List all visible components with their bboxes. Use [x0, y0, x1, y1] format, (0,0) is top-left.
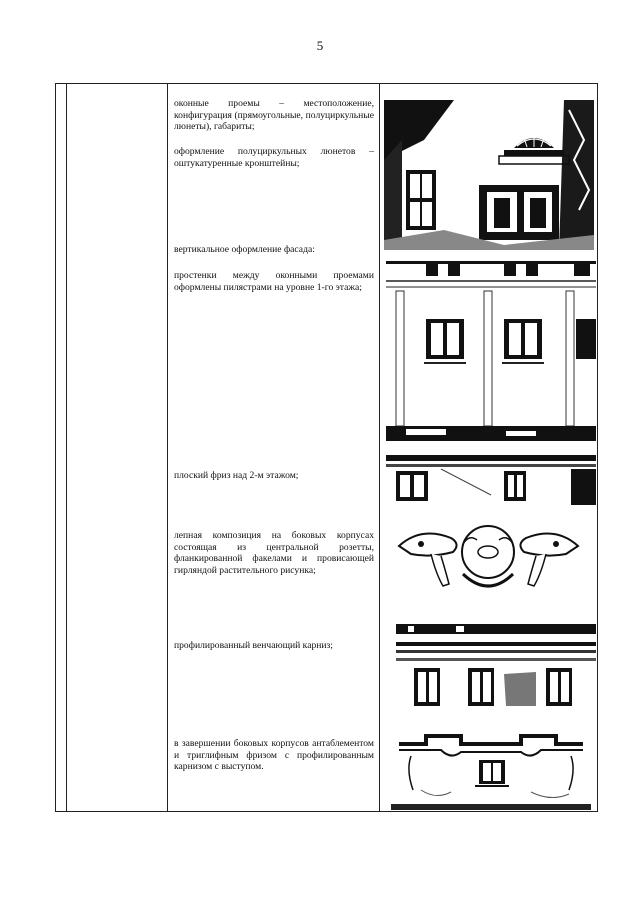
item-lunette-decoration: оформление полуциркульных люнетов – оштукатуренные кронштейны; — [174, 146, 374, 169]
item-window-openings: оконные проемы – местоположение, конфигурация (прямоугольные, полуциркульные люнеты), габариты; — [174, 98, 374, 133]
item-pilasters: простенки между оконными проемами оформлены пилястрами на уровне 1-го этажа; — [174, 270, 374, 293]
facade-pilasters-photo — [386, 261, 596, 441]
stucco-rosette-photo — [391, 514, 586, 599]
page-number: 5 — [316, 38, 324, 53]
facade-window-lunette-photo — [384, 100, 594, 250]
cornice-photo — [396, 624, 596, 706]
flat-frieze-photo — [386, 455, 596, 505]
column-divider-1 — [66, 84, 67, 811]
item-vertical-facade-design: вертикальное оформление фасада: — [174, 244, 315, 255]
column-divider-2 — [167, 84, 168, 811]
column-divider-3 — [379, 84, 380, 811]
heritage-elements-table — [55, 83, 598, 812]
item-side-building-entablature: в завершении боковых корпусов антаблементом и триглифным фризом с профилированным карнизом с выступом. — [174, 738, 374, 773]
item-flat-frieze: плоский фриз над 2-м этажом; — [174, 470, 299, 481]
item-crowning-cornice: профилированный венчающий карниз; — [174, 640, 333, 651]
side-building-entablature-photo — [391, 730, 591, 810]
item-stucco-composition: лепная композиция на боковых корпусах состоящая из центральной розетты, фланкированной факелами и провисающей гирляндой растительного рисунка; — [174, 530, 374, 576]
